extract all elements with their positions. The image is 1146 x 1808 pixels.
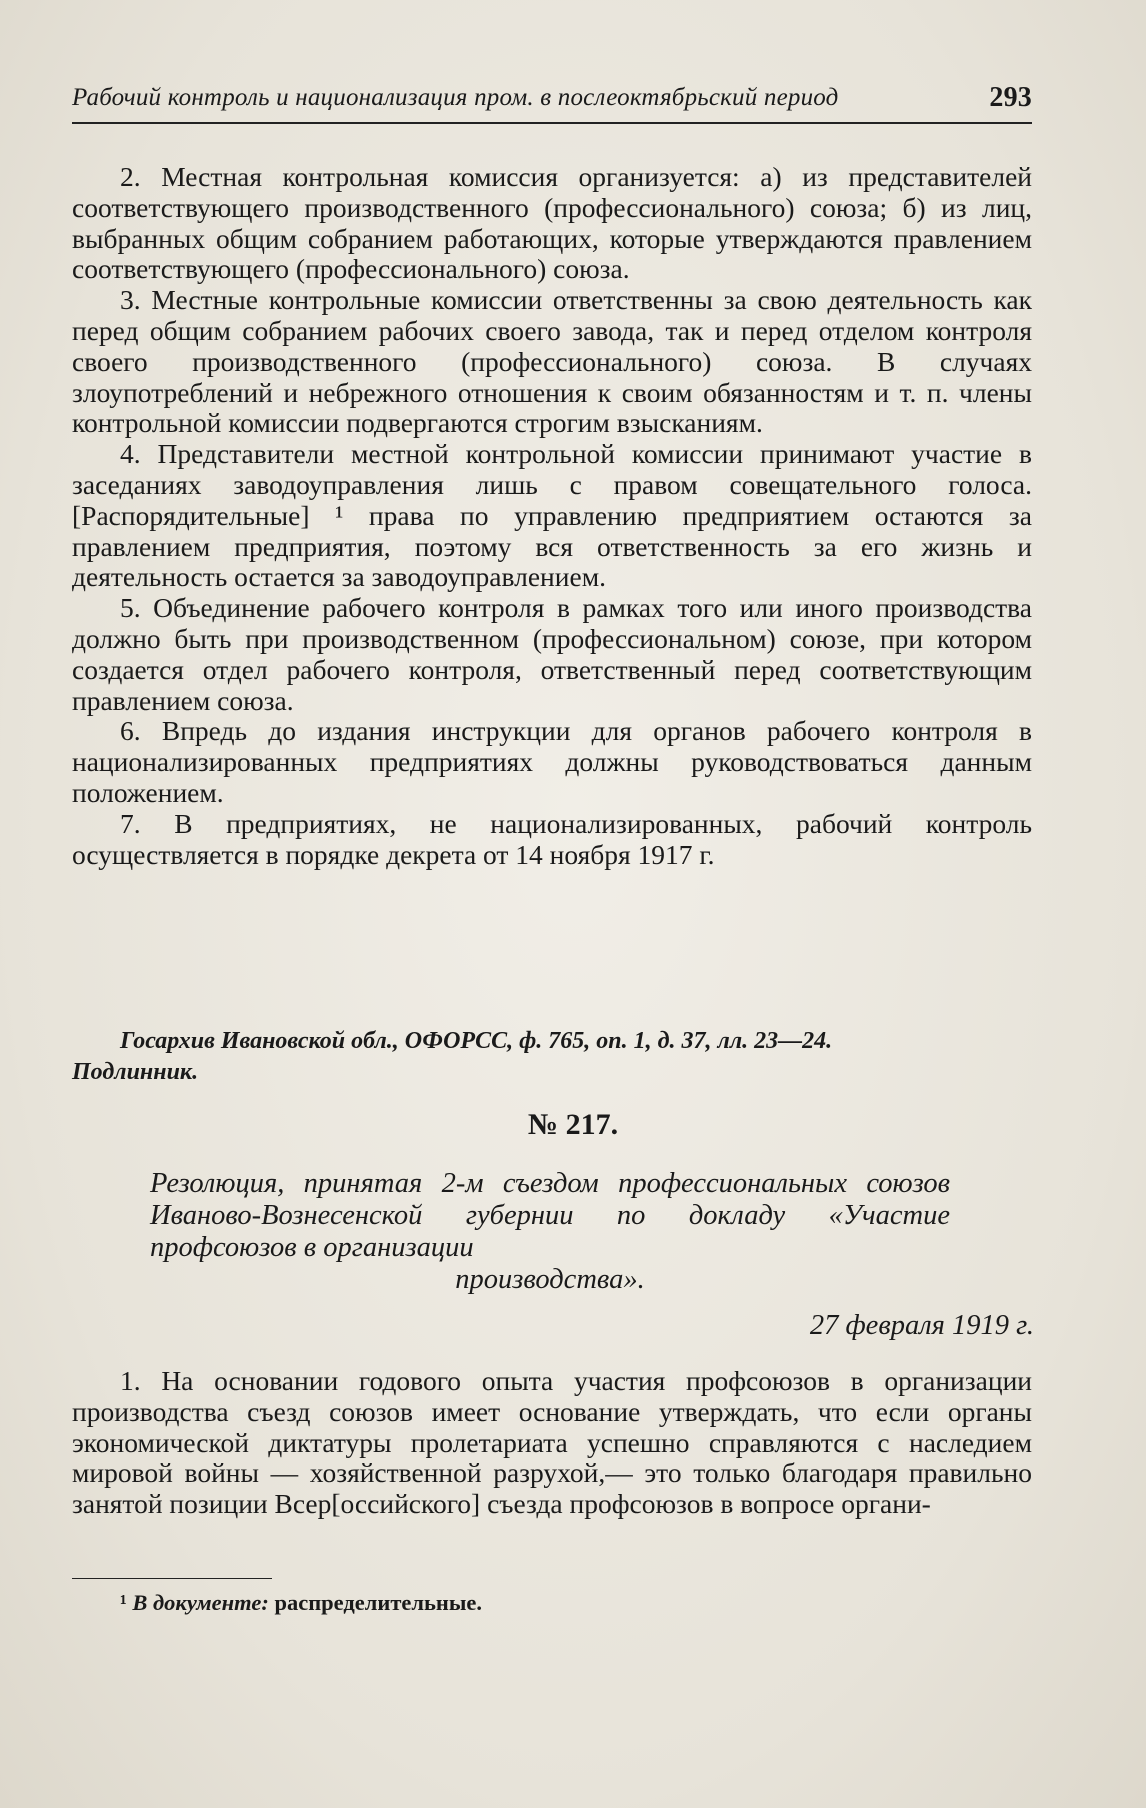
page-number: 293 [989, 82, 1032, 113]
footnote-text: распределительные. [274, 1590, 483, 1615]
paragraph-6: 6. Впредь до издания инструкции для органов рабочего контроля в национализированных предприятиях должны руководствоваться данным положением. [72, 715, 1032, 808]
resolution-paragraph-1: 1. На основании годового опыта участия профсоюзов в организации производства съезд союзов имеет основание утверждать, что если органы экономической диктатуры пролетариата успешно справляются с наследием мировой войны — хозяйственной разрухой,— это только благодаря правильно занятой позиции Всер[оссийского] съезда профсоюзов в вопросе органи- [72, 1365, 1032, 1520]
running-title: Рабочий контроль и национализация пром. в послеоктябрьский период [72, 84, 839, 111]
running-header [72, 82, 1032, 124]
paragraph-4: 4. Представители местной контрольной комиссии принимают участие в заседаниях заводоуправления лишь с правом совещательного голоса. [Распорядительные] ¹ права по управлению предприятием остаются за правлением предприятия, поэтому вся ответственность за его жизнь и деятельность остается за заводоуправлением. [72, 438, 1032, 593]
footnote [120, 1590, 482, 1616]
footnote-divider [72, 1578, 272, 1579]
resolution-title [150, 1168, 950, 1296]
main-text [72, 162, 1032, 870]
footnote-mark: ¹ [120, 1590, 127, 1615]
archive-reference: Госархив Ивановской обл., ОФОРСС, ф. 765, оп. 1, д. 37, лл. 23—24. [120, 1028, 833, 1054]
paragraph-3: 3. Местные контрольные комиссии ответственны за свою деятельность как перед общим собранием рабочих своего завода, так и перед отделом контроля своего производственного (профессионального) союза. В случаях злоупотреблений и небрежного отношения к своим обязанностям и т. п. члены контрольной комиссии подвергаются строгим взысканиям. [72, 284, 1032, 439]
paragraph-7: 7. В предприятиях, не национализированных, рабочий контроль осуществляется в порядке декрета от 14 ноября 1917 г. [72, 807, 1032, 870]
paragraph-5: 5. Объединение рабочего контроля в рамках того или иного производства должно быть при производственном (профессиональном) союзе, при котором создается отдел рабочего контроля, ответственный перед соответствующим правлением союза. [72, 592, 1032, 716]
archive-source [72, 1026, 1032, 1088]
footnote-label: В документе: [132, 1590, 269, 1615]
resolution-date: 27 февраля 1919 г. [809, 1310, 1034, 1341]
original-note: Подлинник. [72, 1059, 199, 1085]
document-number: № 217. [527, 1108, 619, 1141]
paragraph-2: 2. Местная контрольная комиссия организуется: а) из представителей соответствующего производственного (профессионального) союза; б) из лиц, выбранных общим собранием работающих, которые утверждаются правлением соответствующего (профессионального) союза. [72, 161, 1032, 285]
resolution-title-main: Резолюция, принятая 2-м съездом профессиональных союзов Иваново-Вознесенской губернии по докладу «Участие профсоюзов в организации [150, 1168, 950, 1263]
resolution-title-last: производства». [455, 1264, 645, 1295]
resolution-text [72, 1366, 1032, 1520]
